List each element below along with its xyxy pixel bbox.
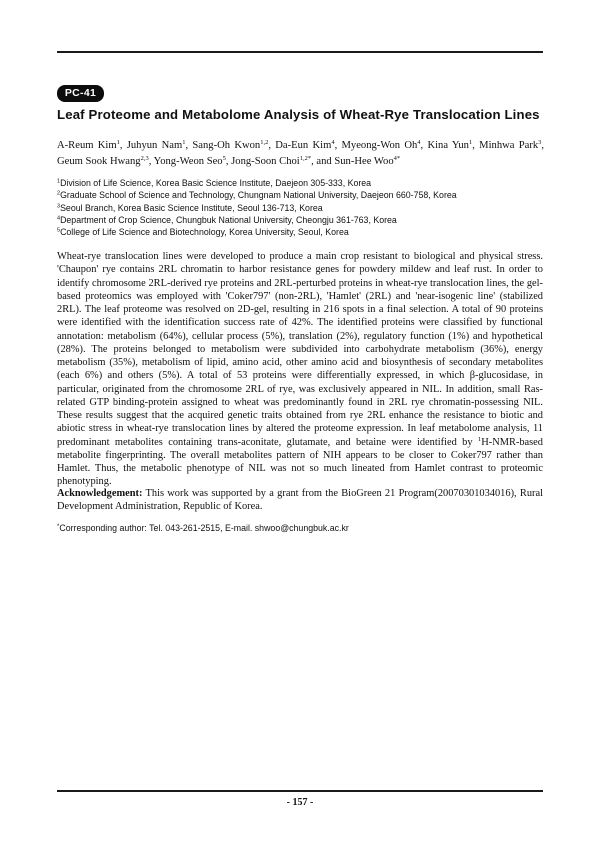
affiliation-number: 1 xyxy=(57,178,61,185)
author-affiliation-mark: 4* xyxy=(393,155,401,162)
author-separator: , xyxy=(541,140,545,151)
author-name: Yong-Weon Seo xyxy=(153,156,223,167)
author-affiliation-mark: 1 xyxy=(468,139,473,146)
page-number: - 157 - xyxy=(286,797,314,808)
affiliation-item xyxy=(57,189,547,201)
affiliation-text: Seoul Branch, Korea Basic Science Institute, Seoul 136-713, Korea xyxy=(60,202,323,213)
affiliation-item xyxy=(57,177,547,189)
session-code-badge: PC-41 xyxy=(57,85,104,102)
abstract-text-part2: H-NMR-based metabolite fingerprinting. The overall metabolites pattern of NIH appears to be closer to Coker797 rather than Hamlet. Thus, the metabolic phenotype of NIL was not so much lineated from Hamlet contrast to proteomic phenotyping. xyxy=(57,436,543,488)
author-affiliation-mark: 4 xyxy=(417,139,421,146)
author-affiliation-mark: 2,3 xyxy=(140,155,149,162)
author-separator: , xyxy=(185,140,193,151)
acknowledgement-label: Acknowledgement: xyxy=(57,488,143,499)
author-name: Da-Eun Kim xyxy=(275,140,332,151)
affiliation-text: Graduate School of Science and Technology, Chungnam National University, Daejeon 660-758, Korea xyxy=(60,190,457,201)
author-name: A-Reum Kim xyxy=(57,140,117,151)
abstract-text-part1: Wheat-rye translocation lines were developed to produce a main crop resistant to biological and physical stress. 'Chaupon' rye contains 2RL chromatin to harbor resistance genes for powdery mildew and leaf rust. In order to identify chromosome 2RL-derived rye proteins and 2RL-perturbed proteins in wheat-rye translocation lines, the gel-based proteomics was employed with 'Coker797' (non-2RL), 'Hamlet' (2RL) and 'near-isogenic line' (stabilized 2RL). The leaf proteome was resolved on 2D-gel, resulting in 216 spots in a final selection. A total of 90 proteins were identified with the identification success rate of 42%. The identified proteins were classified by functional annotation: metabolism (64%), cellular process (5%), translation (2%), regulatory function (1%) and hypothetical (28%). The proteins belonged to metabolism were subdivided into carbohydrate metabolism (36%), energy metabolism (35%), metabolism of lipid, amino acid, other amino acid and biosynthesis of secondary metabolites (each 6%) and others (5%). A total of 53 proteins were differentially expressed, in which β-glucosidase, in particular, originated from the chromosome 2RL of rye, was exclusively appeared in NIL. In addition, small Ras-related GTP binding-protein assigned to wheat was predominantly found in 2RL rye chromatin-possessing NIL. These results suggest that the acquired genetic traits obtained from rye 2RL enhance the resistance to biotic and abiotic stress in wheat-rye translocation lines by altered the proteome expression. In leaf metabolome analysis, 11 predominant metabolites containing trans-aconitate, glutamate, and betaine were identified by xyxy=(57,251,543,448)
affiliation-number: 5 xyxy=(57,227,61,234)
author-affiliation-mark: 1 xyxy=(182,139,186,146)
affiliation-text: College of Life Science and Biotechnology, Korea University, Seoul, Korea xyxy=(60,227,349,238)
paper-title: Leaf Proteome and Metabolome Analysis of Wheat-Rye Translocation Lines xyxy=(57,107,540,122)
author-separator: , xyxy=(420,140,428,151)
affiliation-item xyxy=(57,226,547,238)
corresponding-author xyxy=(57,523,547,533)
affiliation-item xyxy=(57,214,547,226)
affiliation-text: Division of Life Science, Korea Basic Science Institute, Daejeon 305-333, Korea xyxy=(60,178,372,188)
nmr-superscript: 1 xyxy=(477,435,482,443)
affiliation-number: 4 xyxy=(57,215,61,222)
abstract xyxy=(57,250,543,489)
acknowledgement-text: This work was supported by a grant from the BioGreen 21 Program(20070301034016), Rural Development Administration, Republic of Korea. xyxy=(57,488,543,513)
author-separator: , xyxy=(268,140,276,151)
author-affiliation-mark: 1,2 xyxy=(260,139,269,146)
author-name: Sun-Hee Woo xyxy=(334,156,394,167)
author-name: Sang-Oh Kwon xyxy=(192,140,261,151)
affiliation-number: 3 xyxy=(57,203,61,210)
author-separator: , xyxy=(225,156,232,167)
bottom-rule xyxy=(57,790,543,792)
author-separator: , xyxy=(148,156,154,167)
author-affiliation-mark: 4 xyxy=(331,139,335,146)
author-affiliation-mark: 1 xyxy=(116,139,120,146)
author-separator: , xyxy=(334,140,342,151)
author-name: Myeong-Won Oh xyxy=(341,140,418,151)
author-separator: , xyxy=(119,140,127,151)
corresponding-text: Corresponding author: Tel. 043-261-2515, E-mail. shwoo@chungbuk.ac.kr xyxy=(59,523,349,533)
author-name: Juhyun Nam xyxy=(126,140,183,151)
affiliation-text: Department of Crop Science, Chungbuk National University, Cheongju 361-763, Korea xyxy=(60,214,397,225)
author-affiliation-mark: 5 xyxy=(222,155,226,162)
author-name: Jong-Soon Choi xyxy=(231,156,300,167)
affiliation-number: 2 xyxy=(57,190,61,197)
author-affiliation-mark: 1,2* xyxy=(299,155,312,162)
acknowledgement xyxy=(57,487,543,514)
author-affiliation-mark: 3 xyxy=(538,139,542,146)
author-name: Geum Sook Hwang xyxy=(57,156,141,167)
author-separator: , and xyxy=(311,156,335,167)
affiliation-list xyxy=(57,177,547,238)
affiliation-item xyxy=(57,202,547,214)
author-name: Kina Yun xyxy=(427,140,469,151)
author-list xyxy=(57,138,544,170)
author-name: Minhwa Park xyxy=(479,140,539,151)
top-rule xyxy=(57,51,543,53)
corresponding-mark: * xyxy=(57,524,60,530)
author-separator: , xyxy=(472,140,480,151)
